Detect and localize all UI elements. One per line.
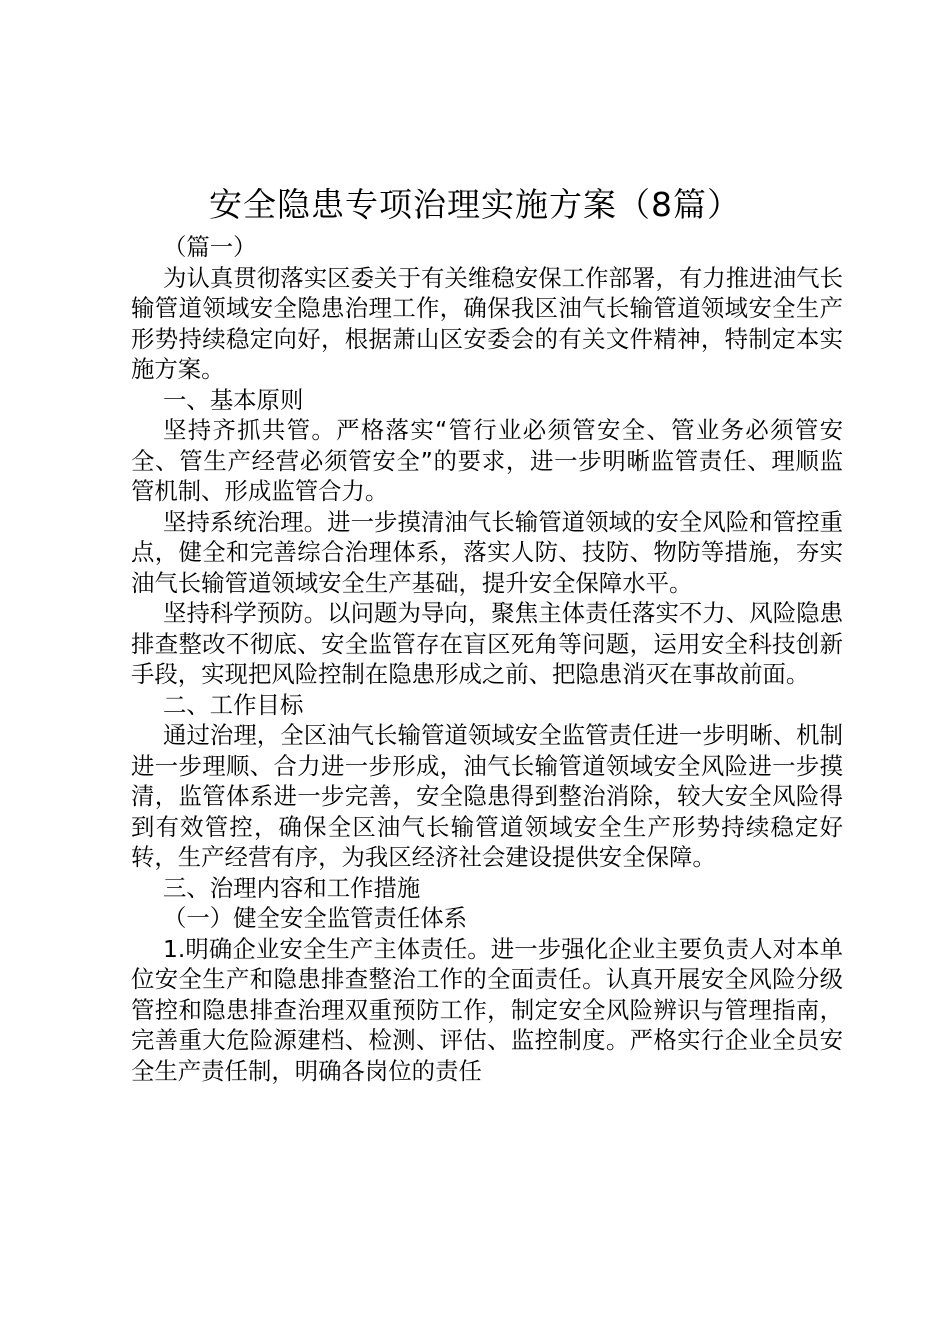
section-heading-goals: 二、工作目标 [163, 690, 304, 719]
section-heading-chapter-one: （篇一） [163, 233, 257, 261]
paragraph-goals: 通过治理，全区油气长输管道领域安全监管责任进一步明晰、机制进一步理顺、合力进一步形成，油气长输管道领域安全风险进一步摸清，监管体系进一步完善，安全隐患得到整治消除，较大安全风险得到有效管控，确保全区油气长输管道领域安全生产形势持续稳定好转，生产经营有序，为我区经济社会建设提供安全保障。 [131, 721, 843, 871]
section-heading-principles: 一、基本原则 [163, 385, 304, 414]
paragraph-enterprise-responsibility: 1.明确企业安全生产主体责任。进一步强化企业主要负责人对本单位安全生产和隐患排查整治工作的全面责任。认真开展安全风险分级管控和隐患排查治理双重预防工作，制定安全风险辨识与管理指南，完善重大危险源建档、检测、评估、监控制度。严格实行企业全员安全生产责任制，明确各岗位的责任 [131, 934, 843, 1085]
paragraph-intro: 为认真贯彻落实区委关于有关维稳安保工作部署，有力推进油气长输管道领域安全隐患治理工作，确保我区油气长输管道领域安全生产形势持续稳定向好，根据萧山区安委会的有关文件精神，特制定本实施方案。 [131, 263, 843, 383]
paragraph-principle-joint-management: 坚持齐抓共管。严格落实“管行业必须管安全、管业务必须管安全、管生产经营必须管安全”的要求，进一步明晰监管责任、理顺监管机制、形成监管合力。 [131, 416, 843, 505]
paragraph-principle-scientific-prevention: 坚持科学预防。以问题为导向，聚焦主体责任落实不力、风险隐患排查整改不彻底、安全监管存在盲区死角等问题，运用安全科技创新手段，实现把风险控制在隐患形成之前、把隐患消灭在事故前面。 [131, 599, 843, 688]
subsection-heading-responsibility-system: （一）健全安全监管责任体系 [163, 904, 468, 932]
paragraph-principle-systematic-governance: 坚持系统治理。进一步摸清油气长输管道领域的安全风险和管控重点，健全和完善综合治理体系，落实人防、技防、物防等措施，夯实油气长输管道领域安全生产基础，提升安全保障水平。 [131, 507, 843, 597]
document-body [131, 232, 843, 1086]
section-heading-measures: 三、治理内容和工作措施 [163, 873, 421, 902]
document-title: 安全隐患专项治理实施方案（8篇） [209, 185, 741, 224]
